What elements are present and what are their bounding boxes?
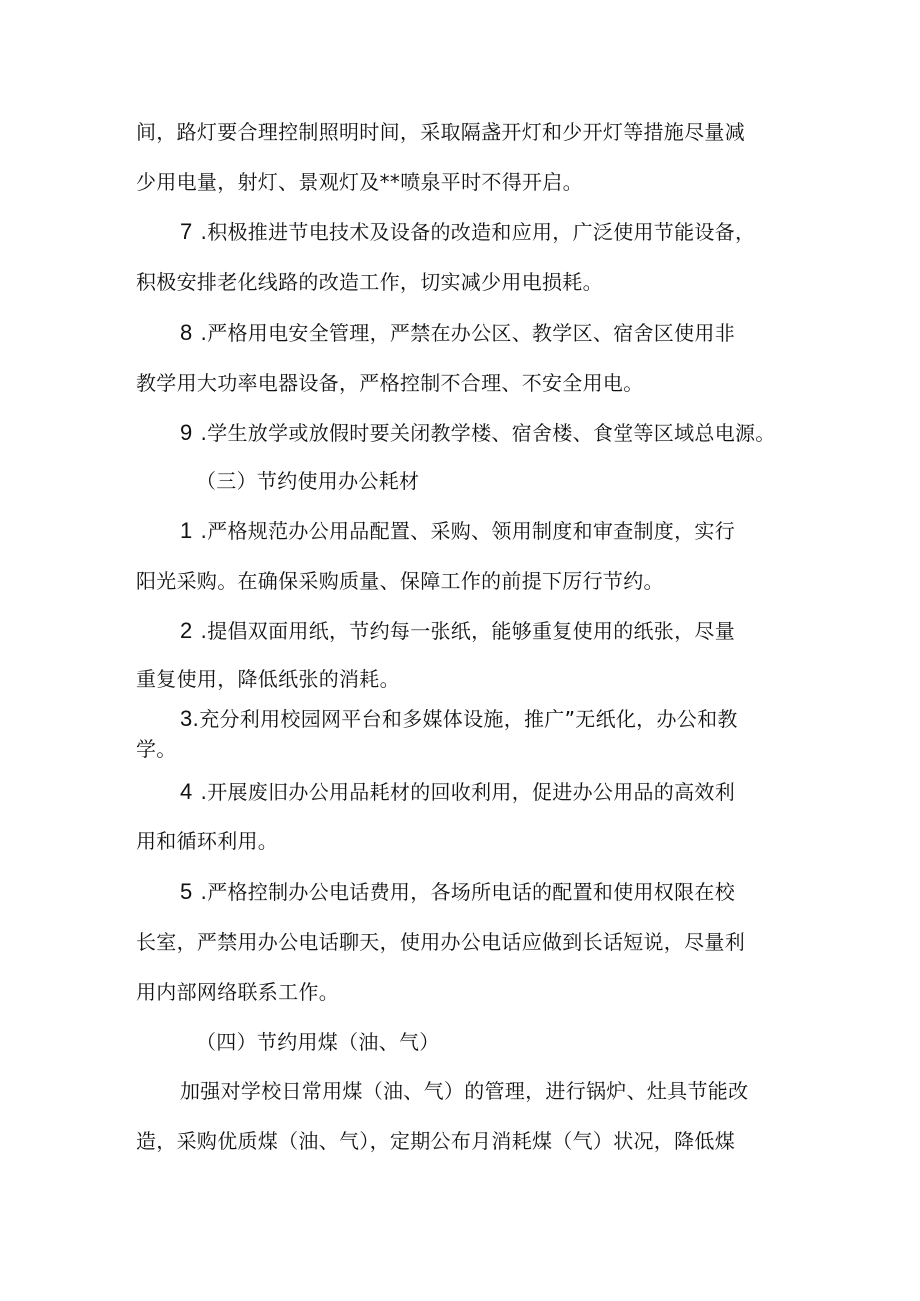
paragraph-line: 教学用大功率电器设备，严格控制不合理、不安全用电。 (136, 371, 644, 395)
item-text: .积极推进节电技术及设备的改造和应用，广泛使用节能设备， (200, 220, 756, 244)
list-item-9 (180, 419, 776, 447)
section-heading-3: （三）节约使用办公耗材 (196, 469, 420, 493)
item-text: .充分利用校园网平台和多媒体设施，推广”无纸化，办公和教 (192, 707, 738, 731)
item-number: 4 (180, 779, 193, 804)
paragraph-line: 学。 (136, 737, 177, 761)
paragraph-line: 重复使用，降低纸张的消耗。 (136, 667, 400, 691)
item-number: 8 (180, 320, 193, 345)
list-item-5 (180, 878, 735, 906)
section-heading-4: （四）节约用煤（油、气） (196, 1030, 440, 1054)
paragraph-line: 造，采购优质煤（油、气），定期公布月消耗煤（气）状况，降低煤 (136, 1129, 735, 1153)
item-text: .严格控制办公电话费用，各场所电话的配置和使用权限在校 (200, 880, 736, 904)
list-item-4 (180, 778, 735, 806)
paragraph-line: 用内部网络联系工作。 (136, 980, 339, 1004)
item-number: 1 (180, 518, 193, 543)
item-text: .严格规范办公用品配置、采购、领用制度和审查制度，实行 (200, 519, 736, 543)
list-item-1 (180, 517, 735, 545)
item-number: 2 (180, 618, 193, 643)
list-item-7 (180, 218, 755, 246)
paragraph-line: 加强对学校日常用煤（油、气）的管理，进行锅炉、灶具节能改 (180, 1079, 749, 1103)
paragraph-line: 长室，严禁用办公电话聊天，使用办公电话应做到长话短说，尽量利 (136, 930, 745, 954)
item-text: .学生放学或放假时要关闭教学楼、宿舍楼、食堂等区域总电源。 (200, 421, 776, 445)
paragraph-line: 用和循环利用。 (136, 829, 279, 853)
item-number: 5 (180, 879, 193, 904)
item-number: 3 (180, 706, 193, 731)
item-number: 9 (180, 420, 193, 445)
list-item-8 (180, 319, 735, 347)
item-number: 7 (180, 219, 193, 244)
paragraph-line: 少用电量，射灯、景观灯及**喷泉平时不得开启。 (136, 170, 583, 194)
item-text: .开展废旧办公用品耗材的回收利用，促进办公用品的高效利 (200, 780, 736, 804)
list-item-2 (180, 617, 735, 645)
item-text: .严格用电安全管理，严禁在办公区、教学区、宿舍区使用非 (200, 321, 736, 345)
item-text: .提倡双面用纸，节约每一张纸，能够重复使用的纸张，尽量 (200, 619, 736, 643)
paragraph-line: 积极安排老化线路的改造工作，切实减少用电损耗。 (136, 270, 603, 294)
paragraph-line: 间，路灯要合理控制照明时间，采取隔盏开灯和少开灯等措施尽量减 (136, 120, 745, 144)
list-item-3 (180, 705, 738, 733)
paragraph-line: 阳光采购。在确保采购质量、保障工作的前提下厉行节约。 (136, 569, 664, 593)
